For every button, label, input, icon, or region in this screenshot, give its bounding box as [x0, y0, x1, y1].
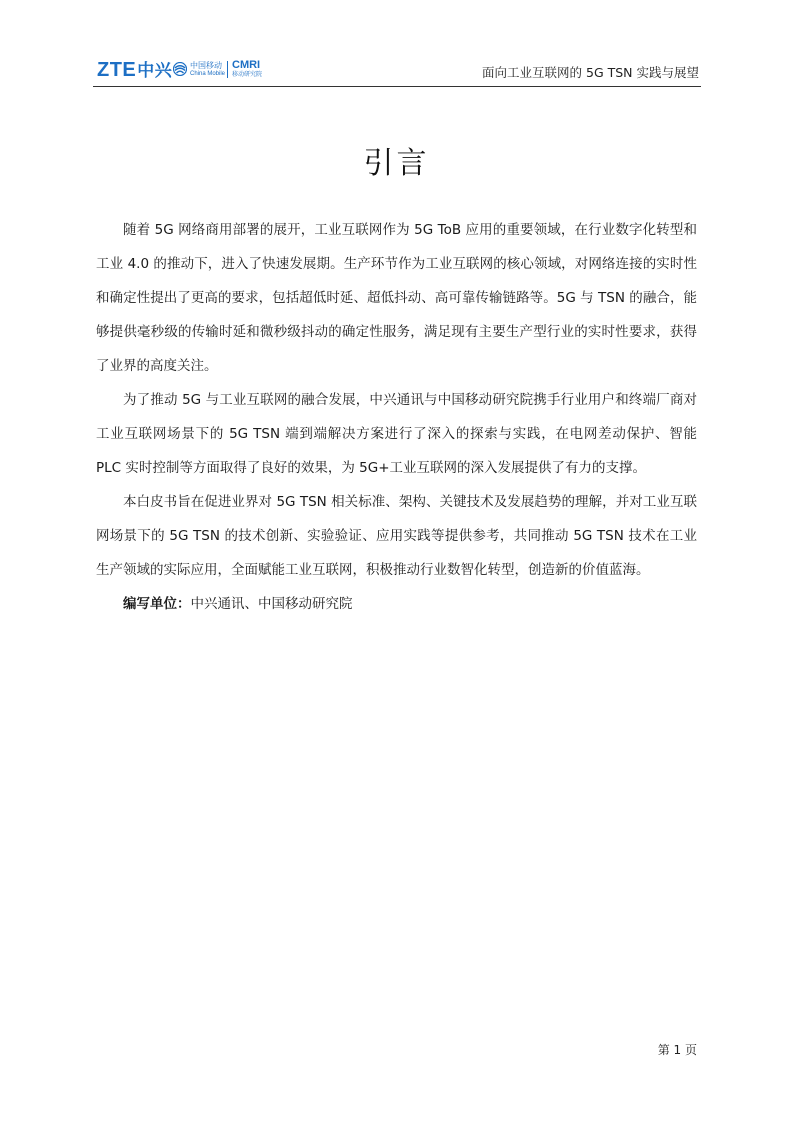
- china-mobile-logo-cn: 中国移动: [190, 61, 222, 70]
- author-line: [96, 587, 697, 621]
- page-header: [93, 52, 701, 87]
- cmri-logo-cn: 移动研究院: [232, 71, 263, 78]
- zte-logo-en: ZTE: [97, 59, 137, 81]
- zte-logo-cn: 中兴: [137, 61, 173, 80]
- logo-divider: [227, 61, 228, 78]
- paragraph: 本白皮书旨在促进业界对 5G TSN 相关标准、架构、关键技术及发展趋势的理解，并对工业互联网场景下的 5G TSN 的技术创新、实验验证、应用实践等提供参考，共同推动 5G TSN 技术在工业生产领域的实际应用，全面赋能工业互联网，积极推动行业数智化转型，创造新的价值蓝海。: [96, 494, 697, 578]
- paragraph: 为了推动 5G 与工业互联网的融合发展，中兴通讯与中国移动研究院携手行业用户和终端厂商对工业互联网场景下的 5G TSN 端到端解决方案进行了深入的探索与实践，在电网差动保护、智能 PLC 实时控制等方面取得了良好的效果，为 5G+工业互联网的深入发展提供了有力的支撑。: [96, 392, 697, 476]
- zte-logo: [97, 60, 172, 81]
- cmri-logo: [232, 60, 262, 79]
- china-mobile-logo-en: China Mobile: [190, 71, 226, 77]
- author-value: 中兴通讯、中国移动研究院: [190, 596, 353, 612]
- china-mobile-logo-icon: [173, 62, 187, 76]
- paragraph: 随着 5G 网络商用部署的展开，工业互联网作为 5G ToB 应用的重要领域，在行业数字化转型和工业 4.0 的推动下，进入了快速发展期。生产环节作为工业互联网的核心领域，对网络连接的实时性和确定性提出了更高的要求，包括超低时延、超低抖动、高可靠传输链路等。5G 与 TSN 的融合，能够提供毫秒级的传输时延和微秒级抖动的确定性服务，满足现有主要生产型行业的实时性要求，获得了业界的高度关注。: [96, 222, 697, 374]
- author-label: 编写单位：: [123, 596, 191, 612]
- body-content: [96, 213, 697, 621]
- page-title: 引言: [363, 146, 430, 181]
- document-running-title: 面向工业互联网的 5G TSN 实践与展望: [482, 65, 699, 80]
- cmri-logo-en: CMRI: [232, 59, 261, 71]
- china-mobile-logo-text: [190, 61, 225, 78]
- page-number: 第 1 页: [657, 1043, 697, 1057]
